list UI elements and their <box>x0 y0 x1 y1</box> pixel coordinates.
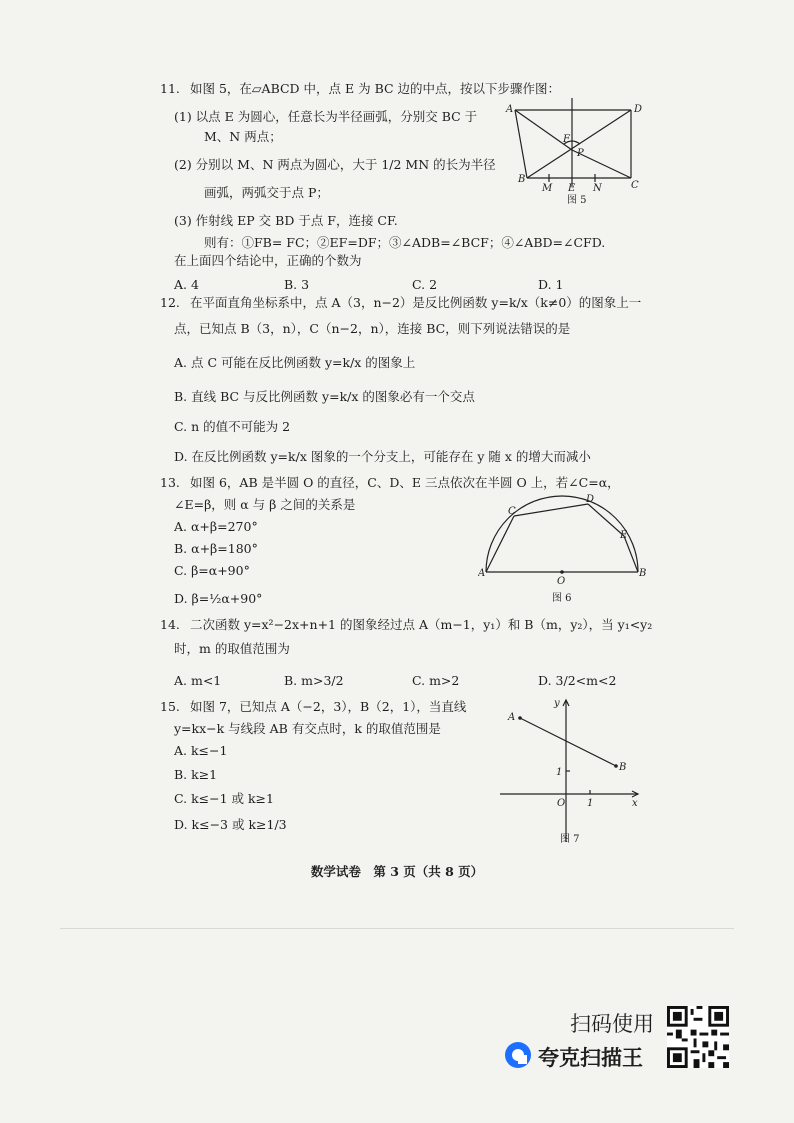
y-axis-label: y <box>554 698 560 709</box>
option-b: B. 3 <box>284 277 310 292</box>
question-stem-cont: ∠E=β，则 α 与 β 之间的关系是 <box>174 497 356 512</box>
center-point <box>560 570 564 574</box>
chord-de <box>588 504 624 536</box>
label-o: O <box>557 576 566 587</box>
label-n: N <box>593 183 602 194</box>
label-b: B <box>619 762 627 773</box>
x-tick-label: 1 <box>587 798 594 809</box>
label-b: B <box>639 568 647 579</box>
question-stem-cont: y=kx−k 与线段 AB 有交点时，k 的取值范围是 <box>174 721 441 736</box>
option-a: A. 4 <box>174 277 199 292</box>
question-number: 13. <box>160 475 180 490</box>
option-d: D. 1 <box>538 277 564 292</box>
quark-logo-icon <box>503 1040 533 1070</box>
label-p: P <box>577 148 584 159</box>
option-b: B. α+β=180° <box>174 541 258 556</box>
question-stem: 二次函数 y=x²−2x+n+1 的图象经过点 A（m−1，y₁）和 B（m，y₂），当 y₁<y₂ <box>190 617 653 632</box>
figure-5 <box>505 98 645 208</box>
side-ab <box>515 110 527 178</box>
option-a: A. α+β=270° <box>174 519 258 534</box>
option-c: C. β=α+90° <box>174 563 250 578</box>
question-12 <box>160 292 641 474</box>
option-a: A. 点 C 可能在反比例函数 y=k/x 的图象上 <box>174 355 416 370</box>
option-c: C. n 的值不可能为 2 <box>174 419 291 434</box>
option-b: B. 直线 BC 与反比例函数 y=k/x 的图象必有一个交点 <box>174 389 475 404</box>
quark-scanner-brand: 夸克扫描王 <box>538 1046 643 1070</box>
option-a: A. m<1 <box>174 673 222 688</box>
question-stem-cont: 时，m 的取值范围为 <box>174 641 290 656</box>
label-c: C <box>508 506 516 517</box>
label-e: E <box>620 530 628 541</box>
label-e: E <box>568 183 576 194</box>
figure-5-caption: 图 5 <box>567 195 587 206</box>
question-15 <box>160 696 466 842</box>
figure-7-caption: 图 7 <box>560 834 580 845</box>
step-2: (2) 分别以 M、N 两点为圆心，大于 1/2 MN 的长为半径 <box>174 157 496 172</box>
label-a: A <box>506 104 514 115</box>
question-number: 14. <box>160 617 180 632</box>
qr-code-icon[interactable] <box>667 1006 729 1068</box>
option-a: A. k≤−1 <box>174 743 228 758</box>
point-a <box>518 716 522 720</box>
label-a: A <box>478 568 486 579</box>
conclusions: 则有：①FB= FC；②EF=DF；③∠ADB=∠BCF；④∠ABD=∠CFD. <box>204 235 606 250</box>
question-stem: 如图 5，在▱ABCD 中，点 E 为 BC 边的中点，按以下步骤作图： <box>190 81 561 96</box>
label-d: D <box>586 494 595 505</box>
label-c: C <box>631 180 639 191</box>
label-d: D <box>634 104 643 115</box>
question-14 <box>160 614 652 698</box>
option-c: C. 2 <box>412 277 438 292</box>
option-b: B. m>3/2 <box>284 673 344 688</box>
step-1-cont: M、N 两点； <box>204 129 282 144</box>
option-c: C. m>2 <box>412 673 460 688</box>
label-m: M <box>542 183 553 194</box>
question-number: 11. <box>160 81 180 96</box>
origin-label: O <box>557 798 566 809</box>
scan-to-use-label: 扫码使用 <box>570 1012 654 1036</box>
option-c: C. k≤−1 或 k≥1 <box>174 791 274 806</box>
segment-ab <box>520 718 616 766</box>
label-b: B <box>518 174 526 185</box>
step-1: (1) 以点 E 为圆心，任意长为半径画弧，分别交 BC 于 <box>174 109 478 124</box>
chord-ac <box>486 516 514 572</box>
question-number: 15. <box>160 699 180 714</box>
question-ask: 在上面四个结论中，正确的个数为 <box>174 253 362 268</box>
figure-6-caption: 图 6 <box>552 593 572 604</box>
page-divider <box>60 928 734 929</box>
figure-7 <box>500 694 650 846</box>
question-stem-cont: 点，已知点 B（3，n），C（n−2，n），连接 BC，则下列说法错误的是 <box>174 321 571 336</box>
question-number: 12. <box>160 295 180 310</box>
option-b: B. k≥1 <box>174 767 218 782</box>
step-2-cont: 画弧，两弧交于点 P； <box>204 185 329 200</box>
option-d: D. 在反比例函数 y=k/x 图象的一个分支上，可能存在 y 随 x 的增大而减小 <box>174 449 591 464</box>
question-stem: 如图 6，AB 是半圆 O 的直径，C、D、E 三点依次在半圆 O 上，若∠C=α， <box>190 475 620 490</box>
step-3: (3) 作射线 EP 交 BD 于点 F，连接 CF. <box>174 213 398 228</box>
label-f: F <box>563 134 570 145</box>
option-d: D. 3/2<m<2 <box>538 673 617 688</box>
figure-6 <box>478 494 648 606</box>
page-footer: 数学试卷 第 3 页（共 8 页） <box>310 864 484 879</box>
option-d: D. k≤−3 或 k≥1/3 <box>174 817 287 832</box>
y-tick-label: 1 <box>556 767 563 778</box>
question-stem: 如图 7，已知点 A（−2，3），B（2，1），当直线 <box>190 699 467 714</box>
question-stem: 在平面直角坐标系中，点 A（3，n−2）是反比例函数 y=k/x（k≠0）的图象上一 <box>190 295 642 310</box>
x-axis-label: x <box>632 798 638 809</box>
label-a: A <box>508 712 516 723</box>
option-d: D. β=½α+90° <box>174 591 263 606</box>
point-b <box>614 764 618 768</box>
